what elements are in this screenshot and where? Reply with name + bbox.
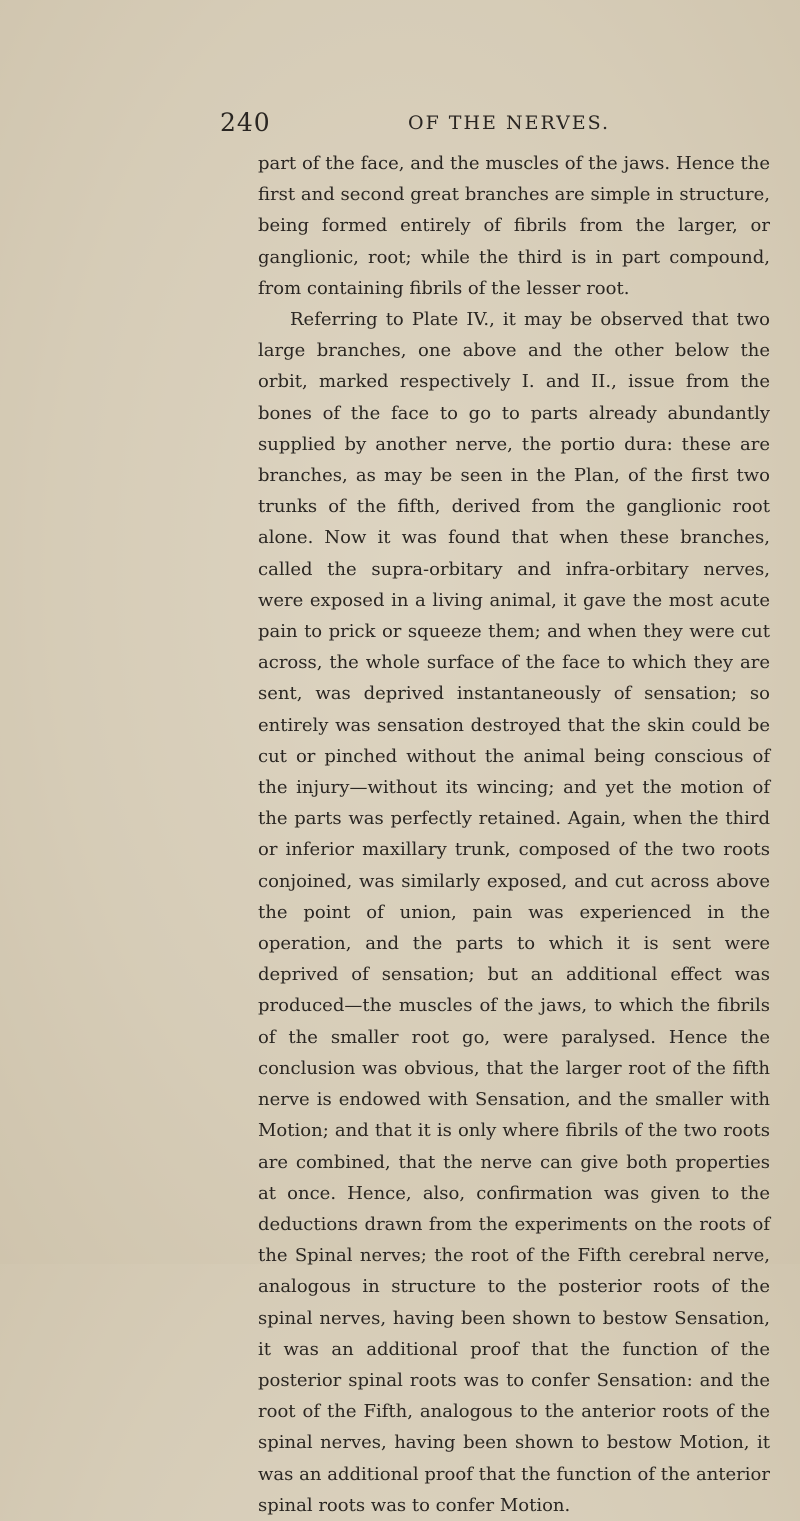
running-head: OF THE NERVES.: [408, 112, 611, 134]
paragraph: part of the face, and the muscles of the jaws. Hence the first and second great branches are simple in structure, being formed entirely of fibrils from the larger, or ganglionic, root; while the third is in part compound, from containing fibrils of the lesser root.: [258, 153, 770, 299]
page-number: 240: [220, 108, 271, 137]
page-header: [220, 96, 680, 136]
body-text: [258, 148, 770, 1521]
paragraph: Referring to Plate IV., it may be observed that two large branches, one above and the other below the orbit, marked respectively I. and II., issue from the bones of the face to go to parts already abundantly supplied by another nerve, the portio dura: these are branches, as may be seen in the Plan, of the first two trunks of the fifth, derived from the ganglionic root alone. Now it was found that when these branches, called the supra-orbitary and infra-orbitary nerves, were exposed in a living animal, it gave the most acute pain to prick or squeeze them; and when they were cut across, the whole surface of the face to which they are sent, was deprived instantaneously of sensation; so entirely was sensation destroyed that the skin could be cut or pinched without the animal being conscious of the injury—without its wincing; and yet the motion of the parts was perfectly retained. Again, when the third or inferior maxillary trunk, composed of the two roots conjoined, was similarly exposed, and cut across above the point of union, pain was experienced in the operation, and the parts to which it is sent were deprived of sensation; but an additional effect was produced—the muscles of the jaws, to which the fibrils of the smaller root go, were paralysed. Hence the conclusion was obvious, that the larger root of the fifth nerve is endowed with Sensation, and the smaller with Motion; and that it is only where fibrils of the two roots are combined, that the nerve can give both properties at once. Hence, also, confirmation was given to the deductions drawn from the experiments on the roots of the Spinal nerves; the root of the Fifth cerebral nerve, analogous in structure to the posterior roots of the spinal nerves, having been shown to bestow Sensation, it was an additional proof that the function of the posterior spinal roots was to confer Sensation: and the root of the Fifth, analogous to the anterior roots of the spinal nerves, having been shown to bestow Motion, it was an additional proof that the function of the anterior spinal roots was to confer Motion.: [258, 309, 770, 1516]
